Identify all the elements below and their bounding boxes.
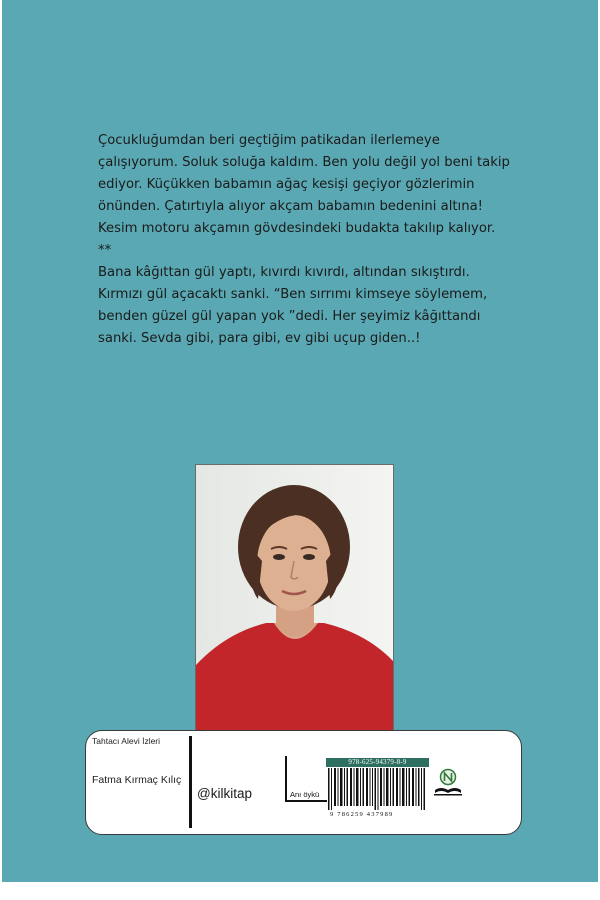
author-name: Fatma Kırmaç Kılıç xyxy=(92,774,182,786)
author-photo xyxy=(195,464,394,732)
blurb-separator: ** xyxy=(98,243,112,258)
blurb-paragraph-1: Çocukluğumdan beri geçtiğim patikadan ilerlemeye çalışıyorum. Soluk soluğa kaldım. Ben yolu değil yol beni takip ediyor. Küçükken babamın ağaç kesişi geçiyor gözlerimin önünden. Çatırtıyla alıyor akçam babamın bedenini altına! Kesim motoru akçamın gövdesindeki budakta takılıp kalıyor. xyxy=(98,133,510,236)
series-title: Tahtacı Alevi İzleri xyxy=(92,736,161,746)
isbn-number: 978-625-94379-8-9 xyxy=(326,758,429,767)
panel-divider xyxy=(189,736,192,828)
info-panel xyxy=(85,730,522,835)
genre-label: Anı öykü xyxy=(290,790,320,799)
blurb-text xyxy=(98,130,538,350)
publisher-handle: @kilkitap xyxy=(197,786,252,801)
barcode xyxy=(328,768,428,810)
barcode-digits: 9 786259 437989 xyxy=(330,811,394,818)
open-book-with-n-logo xyxy=(433,765,463,801)
blurb-paragraph-2: Bana kâğıttan gül yaptı, kıvırdı kıvırdı, altından sıkıştırdı. Kırmızı gül açacaktı sanki. “Ben sırrımı kimseye söylemem, benden güzel gül yapan yok ”dedi. Her şeyimiz kâğıttandı sanki. Sevda gibi, para gibi, ev gibi uçup giden..! xyxy=(98,265,488,346)
back-cover xyxy=(2,0,598,882)
